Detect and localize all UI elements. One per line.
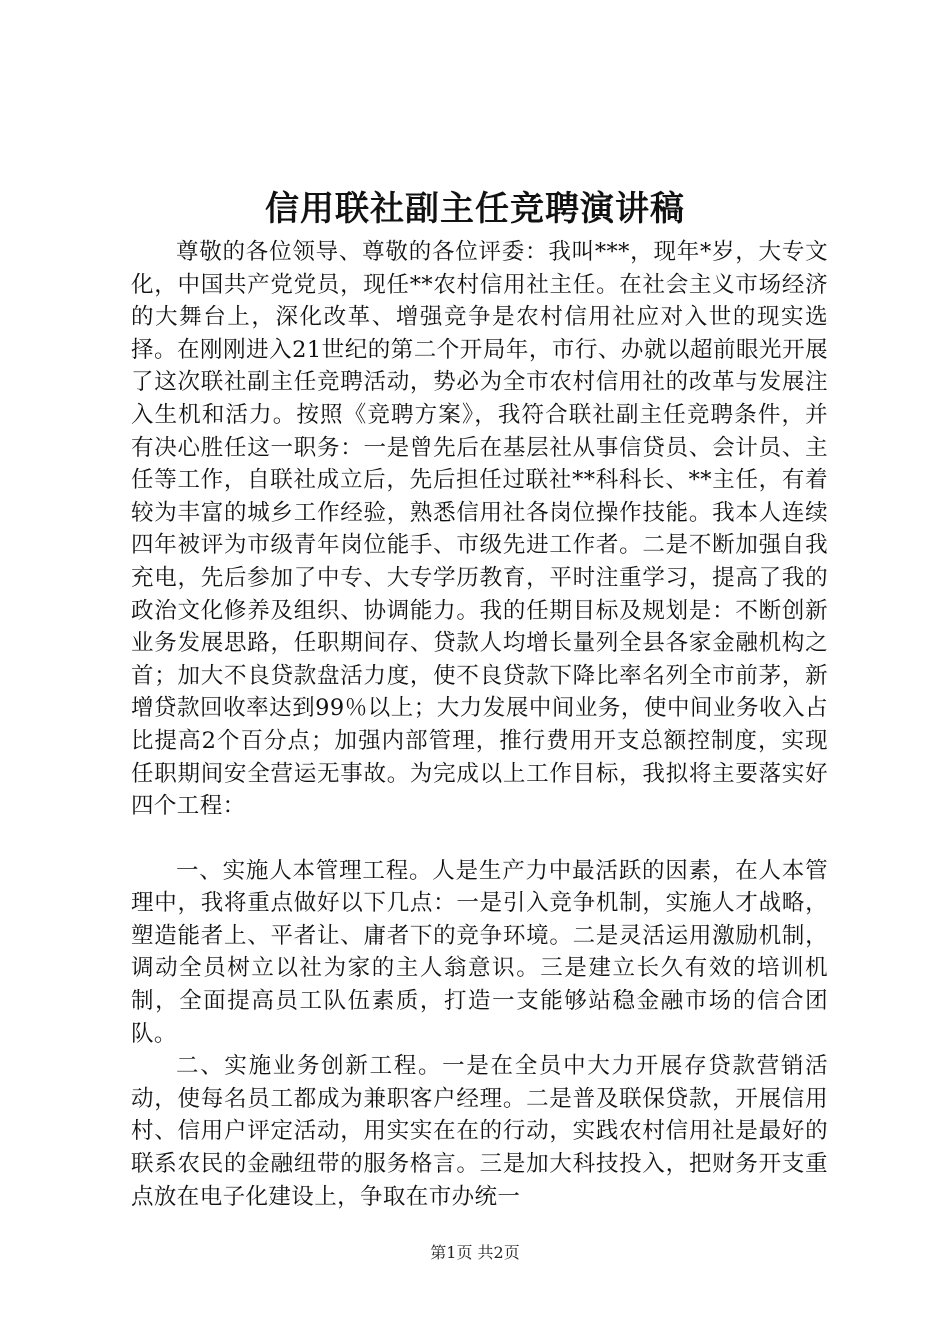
document-title: 信用联社副主任竞聘演讲稿	[265, 189, 685, 229]
paragraph-section-one: 一、实施人本管理工程。人是生产力中最活跃的因素，在人本管理中，我将重点做好以下几点：一是引入竞争机制，实施人才战略，塑造能者上、平者让、庸者下的竞争环境。二是灵活运用激励机制，调动全员树立以社为家的主人翁意识。三是建立长久有效的培训机制，全面提高员工队伍素质，打造一支能够站稳金融市场的信合团队。	[131, 857, 828, 1047]
paragraph-spacer	[131, 823, 828, 855]
document-body	[131, 236, 828, 1213]
paragraph-section-two: 二、实施业务创新工程。一是在全员中大力开展存贷款营销活动，使每名员工都成为兼职客户经理。二是普及联保贷款，开展信用村、信用户评定活动，用实实在在的行动，实践农村信用社是最好的联系农民的金融纽带的服务格言。三是加大科技投入，把财务开支重点放在电子化建设上，争取在市办统一	[131, 1053, 828, 1210]
paragraph-intro: 尊敬的各位领导、尊敬的各位评委：我叫***，现年*岁，大专文化，中国共产党党员，现任**农村信用社主任。在社会主义市场经济的大舞台上，深化改革、增强竞争是农村信用社应对入世的现实选择。在刚刚进入21世纪的第二个开局年，市行、办就以超前眼光开展了这次联社副主任竞聘活动，势必为全市农村信用社的改革与发展注入生机和活力。按照《竞聘方案》，我符合联社副主任竞聘条件，并有决心胜任这一职务：一是曾先后在基层社从事信贷员、会计员、主任等工作，自联社成立后，先后担任过联社**科科长、**主任，有着较为丰富的城乡工作经验，熟悉信用社各岗位操作技能。我本人连续四年被评为市级青年岗位能手、市级先进工作者。二是不断加强自我充电，先后参加了中专、大专学历教育，平时注重学习，提高了我的政治文化修养及组织、协调能力。我的任期目标及规划是：不断创新业务发展思路，任职期间存、贷款人均增长量列全县各家金融机构之首；加大不良贷款盘活力度，使不良贷款下降比率名列全市前茅，新增贷款回收率达到99％以上；大力发展中间业务，使中间业务收入占比提高2个百分点；加强内部管理，推行费用开支总额控制度，实现任职期间安全营运无事故。为完成以上工作目标，我拟将主要落实好四个工程：	[131, 239, 828, 820]
page-footer: 第1页 共2页	[430, 1243, 520, 1262]
